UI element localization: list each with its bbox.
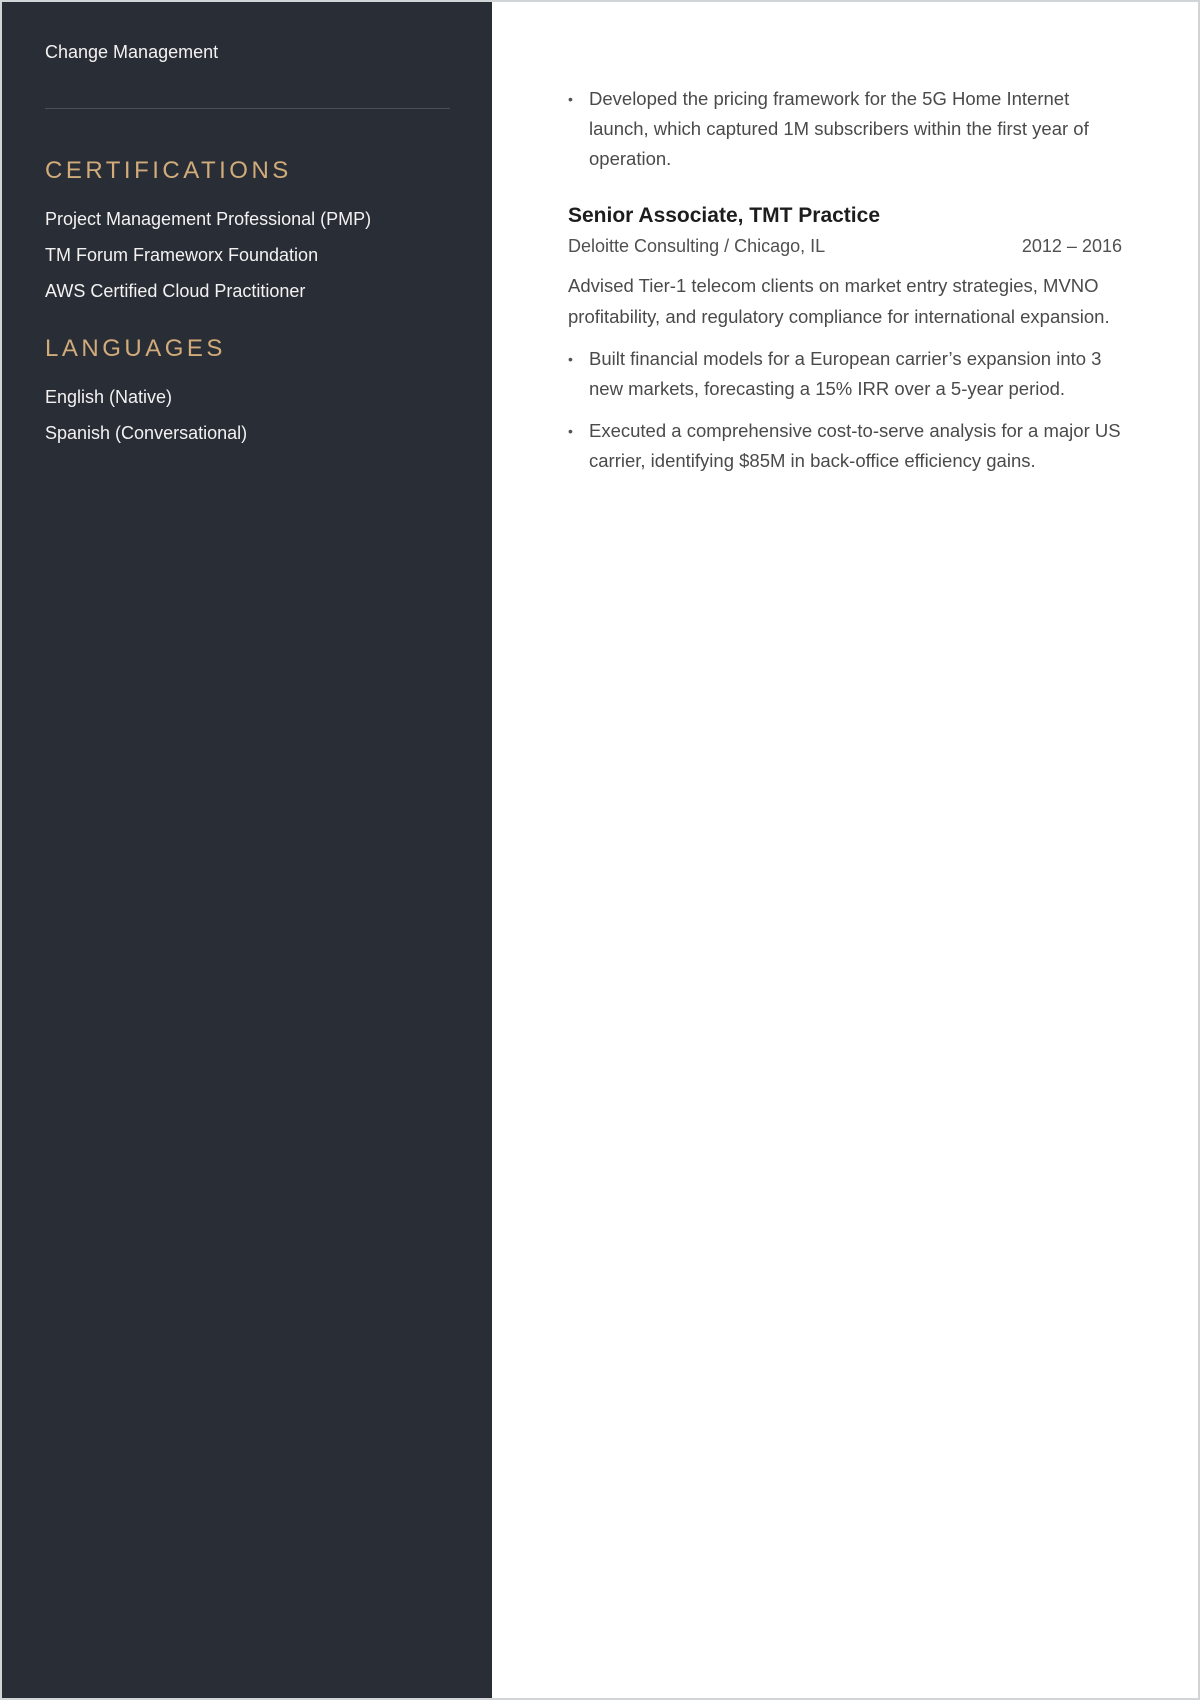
- languages-section: [45, 335, 449, 445]
- certifications-section: [45, 157, 449, 303]
- job-company: Deloitte Consulting / Chicago, IL: [568, 236, 826, 256]
- sidebar: [2, 2, 492, 1698]
- skill-item-change-management: Change Management: [45, 42, 219, 62]
- bullet-icon: •: [568, 423, 573, 439]
- bullet-text: Executed a comprehensive cost-to-serve analysis for a major US carrier, identifying $85M in back-office efficiency gains.: [589, 420, 1121, 471]
- job-title: Senior Associate, TMT Practice: [568, 204, 880, 227]
- language-item: English (Native): [45, 387, 173, 407]
- bullet-text: Built financial models for a European carrier’s expansion into 3 new markets, forecasting a 15% IRR over a 5-year period.: [589, 348, 1102, 399]
- certification-item: AWS Certified Cloud Practitioner: [45, 281, 306, 301]
- bullet-icon: •: [568, 351, 573, 367]
- main-content: [492, 2, 1198, 1698]
- job-bullet-list: [568, 344, 1122, 476]
- certification-item: TM Forum Frameworx Foundation: [45, 245, 319, 265]
- language-item: Spanish (Conversational): [45, 423, 248, 443]
- certifications-heading: CERTIFICATIONS: [45, 157, 292, 184]
- job-dates: 2012 – 2016: [1021, 236, 1122, 256]
- carryover-bullet-list: [568, 84, 1122, 174]
- bullet-item: [568, 344, 1122, 404]
- bullet-item: [568, 416, 1122, 476]
- certification-item: Project Management Professional (PMP): [45, 209, 372, 229]
- job-meta: [568, 234, 1122, 258]
- languages-list: [45, 385, 449, 445]
- languages-heading: LANGUAGES: [45, 335, 226, 362]
- bullet-text: Developed the pricing framework for the 5G Home Internet launch, which captured 1M subscribers within the first year of operation.: [589, 88, 1089, 169]
- bullet-icon: •: [568, 91, 573, 107]
- job-entry: [568, 202, 1122, 476]
- job-description: Advised Tier-1 telecom clients on market entry strategies, MVNO profitability, and regulatory compliance for international expansion.: [568, 275, 1110, 327]
- bullet-item: [568, 84, 1122, 174]
- certifications-list: [45, 207, 449, 303]
- sidebar-divider: [45, 108, 450, 109]
